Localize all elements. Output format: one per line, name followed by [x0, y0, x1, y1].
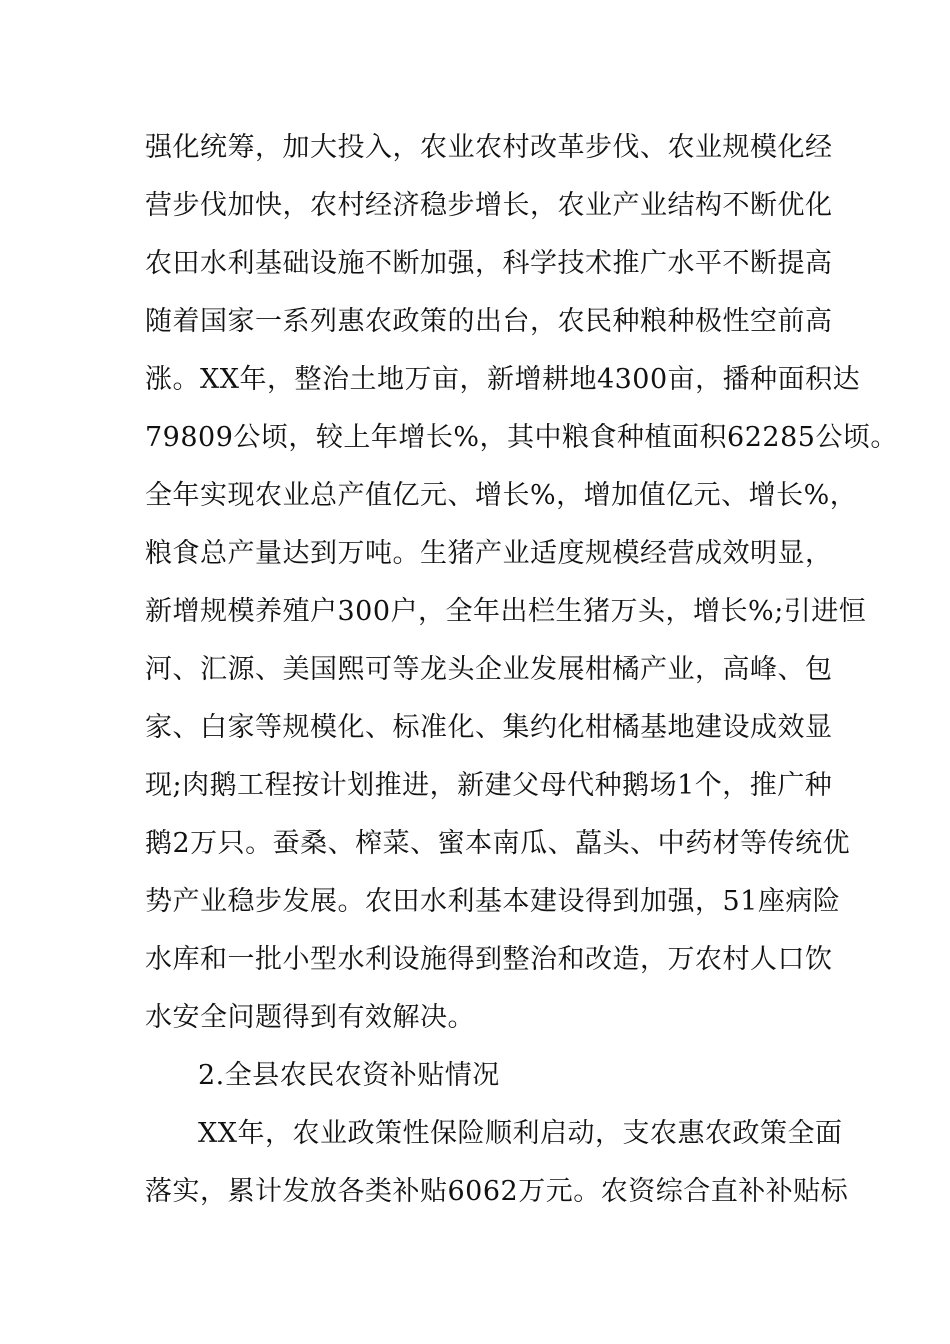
paragraph-line: 河、汇源、美国熙可等龙头企业发展柑橘产业，高峰、包: [145, 654, 833, 685]
paragraph-line: 水安全问题得到有效解决。: [145, 1002, 475, 1033]
paragraph-line: 79809公顷，较上年增长%，其中粮食种植面积62285公顷。: [145, 422, 898, 453]
paragraph-line: 粮食总产量达到万吨。生猪产业适度规模经营成效明显，: [145, 538, 833, 569]
paragraph-line: 现;肉鹅工程按计划推进，新建父母代种鹅场1个，推广种: [145, 770, 833, 801]
paragraph-line: 新增规模养殖户300户，全年出栏生猪万头，增长%;引进恒: [145, 596, 867, 627]
paragraph-line: 农田水利基础设施不断加强，科学技术推广水平不断提高: [145, 248, 833, 279]
paragraph-line: 势产业稳步发展。农田水利基本建设得到加强，51座病险: [145, 886, 841, 917]
paragraph-line: 水库和一批小型水利设施得到整治和改造，万农村人口饮: [145, 944, 833, 975]
paragraph-line: 全年实现农业总产值亿元、增长%，增加值亿元、增长%，: [145, 480, 858, 511]
paragraph-line: XX年，农业政策性保险顺利启动，支农惠农政策全面: [198, 1118, 843, 1149]
paragraph-line: 涨。XX年，整治土地万亩，新增耕地4300亩，播种面积达: [145, 364, 861, 395]
paragraph-line: 家、白家等规模化、标准化、集约化柑橘基地建设成效显: [145, 712, 833, 743]
paragraph-line: 随着国家一系列惠农政策的出台，农民种粮种极性空前高: [145, 306, 833, 337]
paragraph-line: 落实，累计发放各类补贴6062万元。农资综合直补补贴标: [145, 1176, 849, 1207]
paragraph-line: 鹅2万只。蚕桑、榨菜、蜜本南瓜、藠头、中药材等传统优: [145, 828, 851, 859]
paragraph-line: 强化统筹，加大投入，农业农村改革步伐、农业规模化经: [145, 132, 833, 163]
paragraph-line: 营步伐加快，农村经济稳步增长，农业产业结构不断优化: [145, 190, 833, 221]
section-heading: 2.全县农民农资补贴情况: [198, 1060, 500, 1091]
